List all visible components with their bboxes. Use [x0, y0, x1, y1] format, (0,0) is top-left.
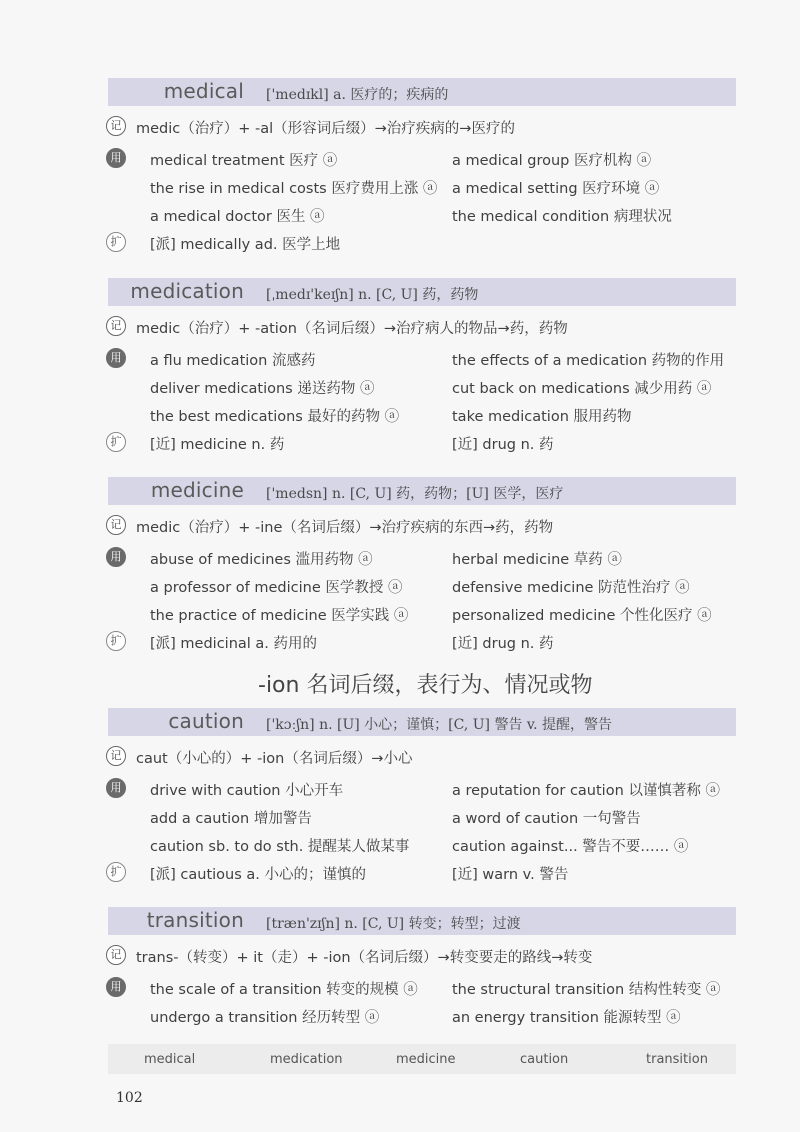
usage-item: a word of caution 一句警告: [452, 811, 641, 827]
headword: caution: [168, 709, 244, 733]
pronunciation-definition: ['medsn] n. [C, U] 药，药物；[U] 医学，医疗: [266, 486, 564, 502]
usage-line: [108, 601, 748, 625]
pronunciation-definition: [ˌmedɪ'keɪʃn] n. [C, U] 药，药物: [266, 287, 479, 303]
usage-line: [108, 545, 748, 569]
etymology: medic（治疗）+ -al（形容词后缀）→治疗疾病的→医疗的: [136, 121, 515, 137]
usage-line: [108, 346, 748, 370]
headword: medicine: [150, 478, 244, 502]
extension-tag-icon: 扩: [106, 631, 126, 651]
footer-word-index: [108, 1044, 736, 1074]
etymology: medic（治疗）+ -ine（名词后缀）→治疗疾病的东西→药，药物: [136, 520, 554, 536]
extension-tag-icon: 扩: [106, 432, 126, 452]
usage-line: [108, 202, 748, 226]
extension-item: [派] medicinal a. 药用的: [150, 636, 318, 652]
entry-caution: [108, 708, 736, 883]
usage-line: [108, 402, 748, 426]
extension-item: [派] medically ad. 医学上地: [150, 237, 341, 253]
footer-word: transition: [646, 1052, 708, 1067]
usage-item: a reputation for caution 以谨慎著称 ⓐ: [452, 783, 720, 799]
usage-line: [108, 776, 748, 800]
etymology: caut（小心的）+ -ion（名词后缀）→小心: [136, 751, 413, 767]
entry-header: [108, 278, 736, 306]
usage-item: a medical group 医疗机构 ⓐ: [452, 153, 652, 169]
extension-item: [派] cautious a. 小心的；谨慎的: [150, 867, 367, 883]
usage-item: caution against... 警告不要…… ⓐ: [452, 839, 689, 855]
entry-medicine: [108, 477, 736, 652]
extension-line: [108, 629, 748, 653]
extension-item: [近] warn v. 警告: [452, 867, 569, 883]
footer-word: medical: [144, 1052, 196, 1067]
usage-item: cut back on medications 减少用药 ⓐ: [452, 381, 712, 397]
usage-item: personalized medicine 个性化医疗 ⓐ: [452, 608, 712, 624]
usage-line: [108, 975, 748, 999]
usage-line: [108, 1003, 748, 1027]
headword: transition: [146, 908, 244, 932]
usage-line: [108, 573, 748, 597]
usage-item: the rise in medical costs 医疗费用上涨 ⓐ: [150, 181, 438, 197]
section-title: -ion 名词后缀，表行为、情况或物: [258, 673, 593, 698]
usage-item: add a caution 增加警告: [150, 811, 312, 827]
usage-tag-icon: 用: [106, 547, 126, 567]
footer-word: medicine: [396, 1052, 456, 1067]
usage-line: [108, 174, 748, 198]
footer-word: caution: [520, 1052, 569, 1067]
extension-line: [108, 430, 748, 454]
entry-medical: [108, 78, 736, 253]
pronunciation-definition: ['kɔːʃn] n. [U] 小心；谨慎；[C, U] 警告 v. 提醒，警告: [266, 717, 613, 733]
usage-item: a flu medication 流感药: [150, 353, 316, 369]
usage-item: defensive medicine 防范性治疗 ⓐ: [452, 580, 690, 596]
extension-item: [近] drug n. 药: [452, 437, 554, 453]
entry-header: [108, 477, 736, 505]
usage-item: a professor of medicine 医学教授 ⓐ: [150, 580, 403, 596]
usage-item: herbal medicine 草药 ⓐ: [452, 552, 622, 568]
extension-tag-icon: 扩: [106, 862, 126, 882]
usage-item: the best medications 最好的药物 ⓐ: [150, 409, 400, 425]
headword: medication: [130, 279, 244, 303]
usage-line: [108, 804, 748, 828]
usage-item: deliver medications 递送药物 ⓐ: [150, 381, 375, 397]
usage-item: the structural transition 结构性转变 ⓐ: [452, 982, 721, 998]
usage-item: the effects of a medication 药物的作用: [452, 353, 725, 369]
entry-header: [108, 78, 736, 106]
etymology: medic（治疗）+ -ation（名词后缀）→治疗病人的物品→药，药物: [136, 321, 568, 337]
usage-item: a medical doctor 医生 ⓐ: [150, 209, 325, 225]
usage-item: the medical condition 病理状况: [452, 209, 672, 225]
extension-line: [108, 860, 748, 884]
memory-tag-icon: 记: [106, 316, 126, 336]
etymology: trans-（转变）+ it（走）+ -ion（名词后缀）→转变要走的路线→转变: [136, 950, 593, 966]
usage-item: an energy transition 能源转型 ⓐ: [452, 1010, 681, 1026]
usage-item: a medical setting 医疗环境 ⓐ: [452, 181, 660, 197]
usage-tag-icon: 用: [106, 778, 126, 798]
usage-line: [108, 374, 748, 398]
etymology-line: [108, 314, 748, 338]
extension-item: [近] drug n. 药: [452, 636, 554, 652]
etymology-line: [108, 744, 748, 768]
entry-medication: [108, 278, 736, 453]
entry-header: [108, 907, 736, 935]
usage-item: caution sb. to do sth. 提醒某人做某事: [150, 839, 410, 855]
usage-item: medical treatment 医疗 ⓐ: [150, 153, 338, 169]
usage-tag-icon: 用: [106, 148, 126, 168]
entry-transition: [108, 907, 736, 1026]
usage-item: the scale of a transition 转变的规模 ⓐ: [150, 982, 418, 998]
memory-tag-icon: 记: [106, 515, 126, 535]
memory-tag-icon: 记: [106, 945, 126, 965]
entry-header: [108, 708, 736, 736]
extension-item: [近] medicine n. 药: [150, 437, 285, 453]
memory-tag-icon: 记: [106, 116, 126, 136]
usage-line: [108, 146, 748, 170]
usage-item: undergo a transition 经历转型 ⓐ: [150, 1010, 380, 1026]
pronunciation-definition: [træn'zɪʃn] n. [C, U] 转变；转型；过渡: [266, 916, 521, 932]
etymology-line: [108, 114, 748, 138]
memory-tag-icon: 记: [106, 746, 126, 766]
extension-line: [108, 230, 748, 254]
etymology-line: [108, 943, 748, 967]
usage-tag-icon: 用: [106, 348, 126, 368]
usage-item: take medication 服用药物: [452, 409, 632, 425]
headword: medical: [163, 79, 244, 103]
footer-word: medication: [270, 1052, 343, 1067]
usage-item: the practice of medicine 医学实践 ⓐ: [150, 608, 409, 624]
extension-tag-icon: 扩: [106, 232, 126, 252]
usage-line: [108, 832, 748, 856]
pronunciation-definition: ['medɪkl] a. 医疗的；疾病的: [266, 87, 449, 103]
etymology-line: [108, 513, 748, 537]
usage-item: drive with caution 小心开车: [150, 783, 344, 799]
usage-item: abuse of medicines 滥用药物 ⓐ: [150, 552, 373, 568]
page-number: 102: [116, 1090, 143, 1106]
usage-tag-icon: 用: [106, 977, 126, 997]
